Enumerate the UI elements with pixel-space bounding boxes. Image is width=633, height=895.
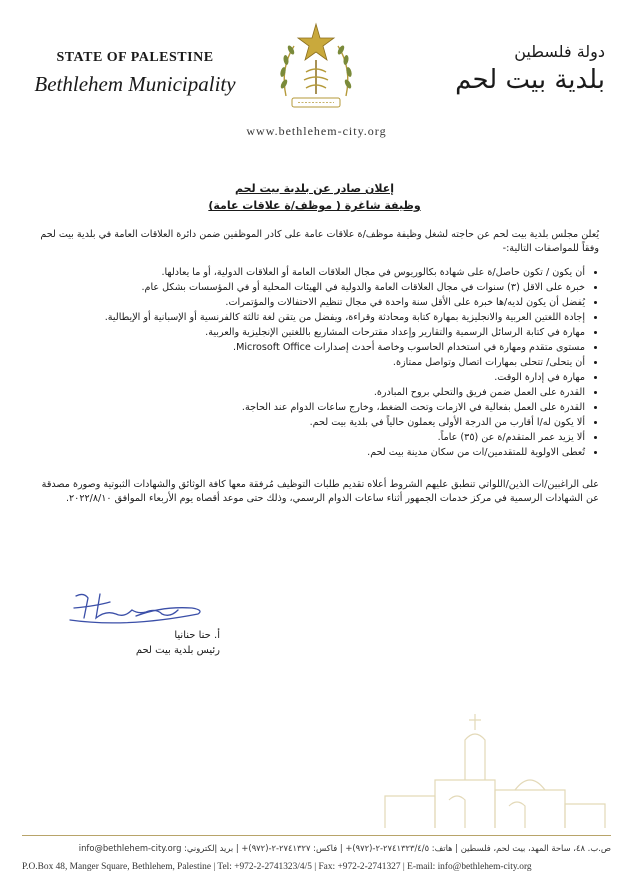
- state-name-en: STATE OF PALESTINE: [56, 50, 214, 65]
- list-item: • خبرة على الاقل (٣) سنوات في مجال العلاقات العامة والدولية في الهيئات المحلية أو في المؤسسات بشكل عام.: [30, 281, 585, 295]
- list-item: • القدرة على العمل ضمن فريق والتحلي بروح المبادرة.: [30, 386, 585, 400]
- requirements-list: [30, 266, 599, 460]
- announcement-title: إعلان صادر عن بلدية بيت لحم: [234, 182, 395, 195]
- state-name-ar: دولة فلسطين: [514, 42, 605, 61]
- application-instructions: على الراغبين/ات الذين/اللواتي تنطبق عليهم الشروط أعلاه تقديم طلبات التوظيف مُرفقة معها كافة الوثائق والشهادات الثبوتية وصورة مصدقة عن الشهادات الرسمية في مركز خدمات الجمهور أثناء ساعات الدوام الرسمي، وذلك حتى موعد أقصاه يوم الأربعاء الموافق ٢٠٢٢/٨/١٠.: [41, 479, 599, 504]
- footer-address-ar: ص.ب. ٤٨، ساحة المهد، بيت لحم، فلسطين | هاتف: ٢٧٤١٣٢٣/٤/٥-٢-(٩٧٢)+ | فاكس: ٢٧٤١٣٢٧-٢-(٩٧٢)+ | بريد إلكتروني: info@bethlehem-city.org: [78, 843, 611, 853]
- handwritten-signature: [66, 584, 206, 628]
- footer-address-en: P.O.Box 48, Manger Square, Bethlehem, Palestine | Tel: +972-2-2741323/4/5 | Fax: +972-2-2741327 | E-mail: info@bethlehem-city.org: [22, 862, 532, 872]
- header-right: [405, 42, 605, 95]
- list-item: • إجادة اللغتين العربية والانجليزية بمهارة كتابة ومحادثة وقراءة، ويفضل من يتقن لغة ثالثة كالفرنسية أو الإسبانية أو الإيطالية.: [30, 311, 585, 325]
- announcement-intro: يُعلن مجلس بلدية بيت لحم عن حاجته لشغل وظيفة موظف/ة علاقات عامة على كادر الموظفين ضمن دائرة العلاقات العامة في بلدية بيت لحم وفقاً للمواصفات التالية:-: [40, 229, 599, 254]
- bethlehem-star-emblem-icon: [272, 18, 360, 118]
- announcement-titles: [30, 180, 599, 214]
- header-left: [30, 50, 240, 97]
- list-item: • ألا يزيد عمر المتقدم/ة عن (٣٥) عاماً.: [30, 431, 585, 445]
- list-item: • مهارة في كتابة الرسائل الرسمية والتقارير وإعداد مقترحات المشاريع باللغتين الإنجليزية والعربية.: [30, 326, 585, 340]
- website-url: www.bethlehem-city.org: [246, 124, 387, 138]
- list-item: • تُعطى الاولوية للمتقدمين/ات من سكان مدينة بيت لحم.: [30, 446, 585, 460]
- municipality-name-en: Bethlehem Municipality: [34, 72, 236, 96]
- signer-role: رئيس بلدية بيت لحم: [135, 645, 220, 656]
- announcement-body: [30, 180, 599, 506]
- signer-name: أ. حنا حنانيا: [174, 630, 220, 641]
- list-item: • ألا يكون له/ا أقارب من الدرجة الأولى يعملون حالياً في بلدية بيت لحم.: [30, 416, 585, 430]
- signer-block: [100, 628, 220, 658]
- list-item: • مستوى متقدم ومهارة في استخدام الحاسوب وخاصة أحدث إصدارات Microsoft Office.: [30, 341, 585, 355]
- list-item: • أن يتحلى/ تتحلى بمهارات اتصال وتواصل ممتازة.: [30, 356, 585, 370]
- list-item: • القدرة على العمل بفعالية في الازمات وتحت الضغط، وخارج ساعات الدوام عند الحاجة.: [30, 401, 585, 415]
- vacancy-title: وظيفة شاغرة ( موظف/ة علاقات عامة): [208, 199, 421, 212]
- list-item: • مهارة في إدارة الوقت.: [30, 371, 585, 385]
- list-item: • يُفضل أن يكون لديه/ها خبرة على الأقل سنة واحدة في مجال تنظيم الاحتفالات والمؤتمرات.: [30, 296, 585, 310]
- municipality-name-ar: بلدية بيت لحم: [455, 65, 605, 95]
- church-watermark-icon: [365, 700, 615, 830]
- list-item: • أن يكون / تكون حاصل/ة على شهادة بكالوريوس في مجال العلاقات العامة أو العلاقات الدولية، أو ما يعادلها.: [30, 266, 585, 280]
- footer-divider: [22, 835, 611, 836]
